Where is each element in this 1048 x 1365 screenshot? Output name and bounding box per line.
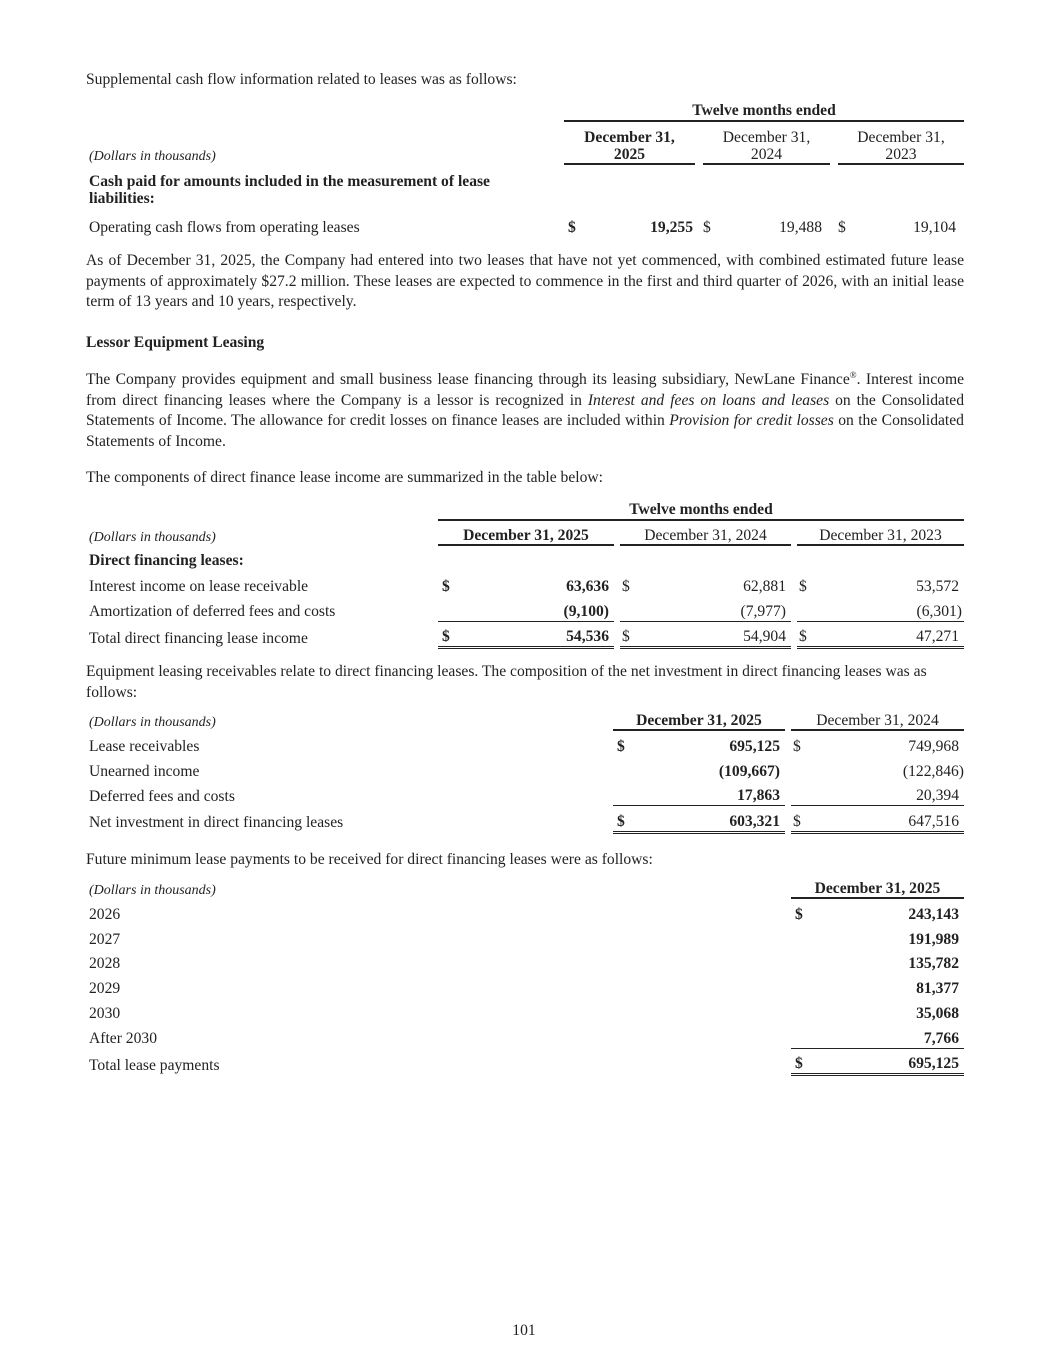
components-section-label: Direct financing leases: — [89, 552, 244, 570]
table-row: Total lease payments $ 695,125 — [86, 1048, 964, 1075]
table-row: Total direct financing lease income $ 54,536 $ 54,904 $ 47,271 — [86, 621, 964, 648]
table-row: Unearned income (109,667) (122,846) — [89, 762, 964, 780]
cashflow-row-label: Operating cash flows from operating leases — [89, 218, 360, 236]
registered-mark: ® — [849, 369, 857, 380]
composition-col-2025: December 31, 2025 — [613, 712, 785, 731]
cashflow-table — [86, 95, 964, 237]
future-col-2025: December 31, 2025 — [791, 880, 964, 899]
table-row: Lease receivables $ 695,125 $ 749,968 — [89, 737, 959, 755]
future-units-label: (Dollars in thousands) — [89, 882, 216, 898]
cashflow-section-label: Cash paid for amounts included in the measurement of lease liabilities: — [89, 172, 490, 207]
intro-composition-text: Equipment leasing receivables relate to direct financing leases. The composition of the net investment in direct financing leases was as follows: — [86, 663, 927, 701]
table-row: Interest income on lease receivable $ 63,636 $ 62,881 $ 53,572 — [89, 578, 959, 596]
para-leases-not-commenced: As of December 31, 2025, the Company had entered into two leases that have not yet commenced, with combined estimated future lease payments of approximately $27.2 million. These leases are expected to commence in the first and third quarter of 2026, with an initial lease term of 13 years and 10 years, respectively. — [86, 252, 964, 310]
components-col-2023: December 31, 2023 — [797, 527, 964, 546]
intro-components-text: The components of direct finance lease income are summarized in the table below: — [86, 469, 603, 486]
currency-symbol: $ — [568, 218, 576, 236]
table-row: Amortization of deferred fees and costs (9,100) (7,977) (6,301) — [86, 596, 964, 621]
table-row: 2030 35,068 — [89, 1005, 959, 1023]
cashflow-value-2023: 19,104 — [913, 218, 956, 236]
table-row: Net investment in direct financing leases $ 603,321 $ 647,516 — [86, 806, 964, 833]
components-table — [86, 494, 964, 649]
components-group-header: Twelve months ended — [438, 494, 964, 520]
components-col-2025: December 31, 2025 — [438, 527, 614, 546]
intro-future-text: Future minimum lease payments to be received for direct financing leases were as follows: — [86, 851, 653, 868]
cashflow-col-2025: December 31, 2025 — [564, 123, 695, 165]
cashflow-value-2025: 19,255 — [650, 218, 693, 236]
page-number: 101 — [512, 1322, 536, 1339]
para-lessor: The Company provides equipment and small business lease financing through its leasing subsidiary, NewLane Finance®. Interest income from direct financing leases where the Company is a lessor is recognized in Interest and fees on loans and leases on the Consolidated Statements of Income. The allowance for credit losses on finance leases are included within Provision for credit losses on the Consolidated Statements of Income. — [86, 369, 964, 450]
components-units-label: (Dollars in thousands) — [89, 529, 216, 545]
composition-table — [86, 706, 964, 834]
table-row: 2027 191,989 — [89, 930, 959, 948]
cashflow-units-label: (Dollars in thousands) — [89, 148, 216, 164]
components-col-2024: December 31, 2024 — [620, 527, 791, 546]
currency-symbol: $ — [703, 218, 711, 236]
composition-col-2024: December 31, 2024 — [791, 712, 964, 731]
table-row: 2029 81,377 — [89, 980, 959, 998]
table-row: 2028 135,782 — [89, 955, 959, 973]
future-payments-table — [86, 874, 964, 1076]
currency-symbol: $ — [838, 218, 846, 236]
table-row: Deferred fees and costs 17,863 20,394 — [86, 781, 964, 806]
lessor-heading: Lessor Equipment Leasing — [86, 334, 265, 351]
table-row: After 2030 7,766 — [86, 1023, 964, 1048]
cashflow-col-2023: December 31, 2023 — [838, 123, 964, 165]
cashflow-col-2024: December 31, 2024 — [703, 123, 830, 165]
composition-units-label: (Dollars in thousands) — [89, 714, 216, 730]
intro-cashflow-text: Supplemental cash flow information related to leases was as follows: — [86, 71, 517, 88]
cashflow-value-2024: 19,488 — [779, 218, 822, 236]
cashflow-group-header: Twelve months ended — [564, 95, 964, 121]
table-row: 2026 $ 243,143 — [89, 905, 959, 923]
